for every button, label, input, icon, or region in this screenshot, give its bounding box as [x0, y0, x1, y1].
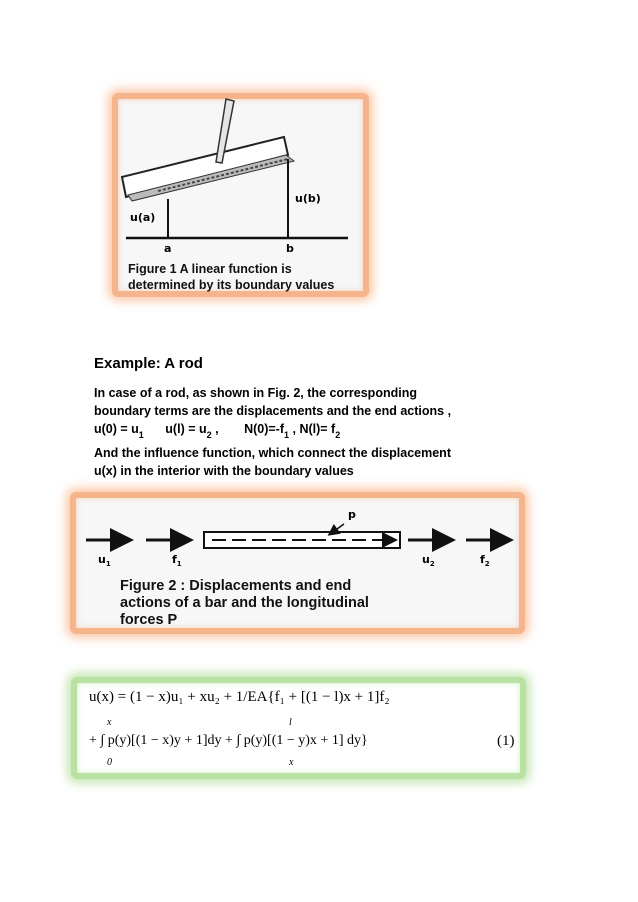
- label-u1-main: u: [98, 553, 106, 566]
- bc-nl: , N(l)= f: [289, 422, 336, 436]
- bc-ul-sub: 2: [206, 430, 212, 440]
- integral-2-lower: x: [289, 757, 294, 768]
- bc-ul: u(l) = u: [165, 422, 207, 436]
- label-ub: u(b): [295, 192, 321, 205]
- caption-line: actions of a bar and the longitudinal: [120, 595, 369, 611]
- label-b: b: [286, 242, 294, 255]
- integral-1-upper: x: [107, 717, 112, 728]
- label-f1-sub: 1: [176, 560, 182, 569]
- paragraph-line-2: boundary terms are the displacements and the end actions ,: [94, 404, 452, 418]
- caption-line: Figure 2 : Displacements and end: [120, 578, 352, 594]
- boundary-conditions-line: [94, 420, 340, 439]
- label-f1: [172, 553, 182, 568]
- label-ua: u(a): [130, 211, 156, 224]
- label-f1-main: f: [172, 553, 177, 566]
- figure-1-frame: [112, 93, 369, 297]
- label-a: a: [164, 242, 172, 255]
- label-p: p: [348, 508, 356, 521]
- example-heading: Example: A rod: [94, 355, 203, 372]
- figure-2-caption: [120, 578, 369, 629]
- bc-n0: N(0)=-f: [244, 422, 285, 436]
- equation-number: (1): [497, 733, 515, 749]
- paragraph-line-1: In case of a rod, as shown in Fig. 2, the corresponding: [94, 386, 417, 400]
- paragraph-line-5: u(x) in the interior with the boundary values: [94, 464, 354, 478]
- figure-1-caption: [128, 261, 334, 293]
- bc-n0-sub: 1: [284, 430, 290, 440]
- label-f2-main: f: [480, 553, 485, 566]
- bc-nl-sub: 2: [335, 430, 341, 440]
- integral-1-lower: 0: [107, 757, 112, 768]
- bc-ul-tail: ,: [211, 422, 219, 436]
- label-f2: [480, 553, 490, 568]
- equation-frame: [71, 677, 526, 779]
- caption-line: determined by its boundary values: [128, 278, 335, 292]
- bc-u0: u(0) = u: [94, 422, 139, 436]
- figure-2-frame: [70, 492, 525, 634]
- bc-u0-sub: 1: [138, 430, 144, 440]
- label-u1-sub: 1: [105, 560, 111, 569]
- label-u1: [98, 553, 111, 568]
- caption-line: Figure 1 A linear function is: [128, 262, 292, 276]
- equation-line-2: + ∫ p(y)[(1 − x)y + 1]dy + ∫ p(y)[(1 − y)x + 1] dy}: [89, 733, 368, 748]
- label-u2: [422, 553, 435, 568]
- integral-2-upper: l: [289, 717, 292, 728]
- equation-line-1: u(x) = (1 − x)u₁ + xu₂ + 1/EA{f₁ + [(1 − l)x + 1]f₂: [89, 689, 390, 705]
- label-f2-sub: 2: [484, 560, 490, 569]
- label-u2-main: u: [422, 553, 430, 566]
- paragraph-line-4: And the influence function, which connect the displacement: [94, 446, 451, 460]
- caption-line: forces P: [120, 612, 178, 628]
- label-u2-sub: 2: [429, 560, 435, 569]
